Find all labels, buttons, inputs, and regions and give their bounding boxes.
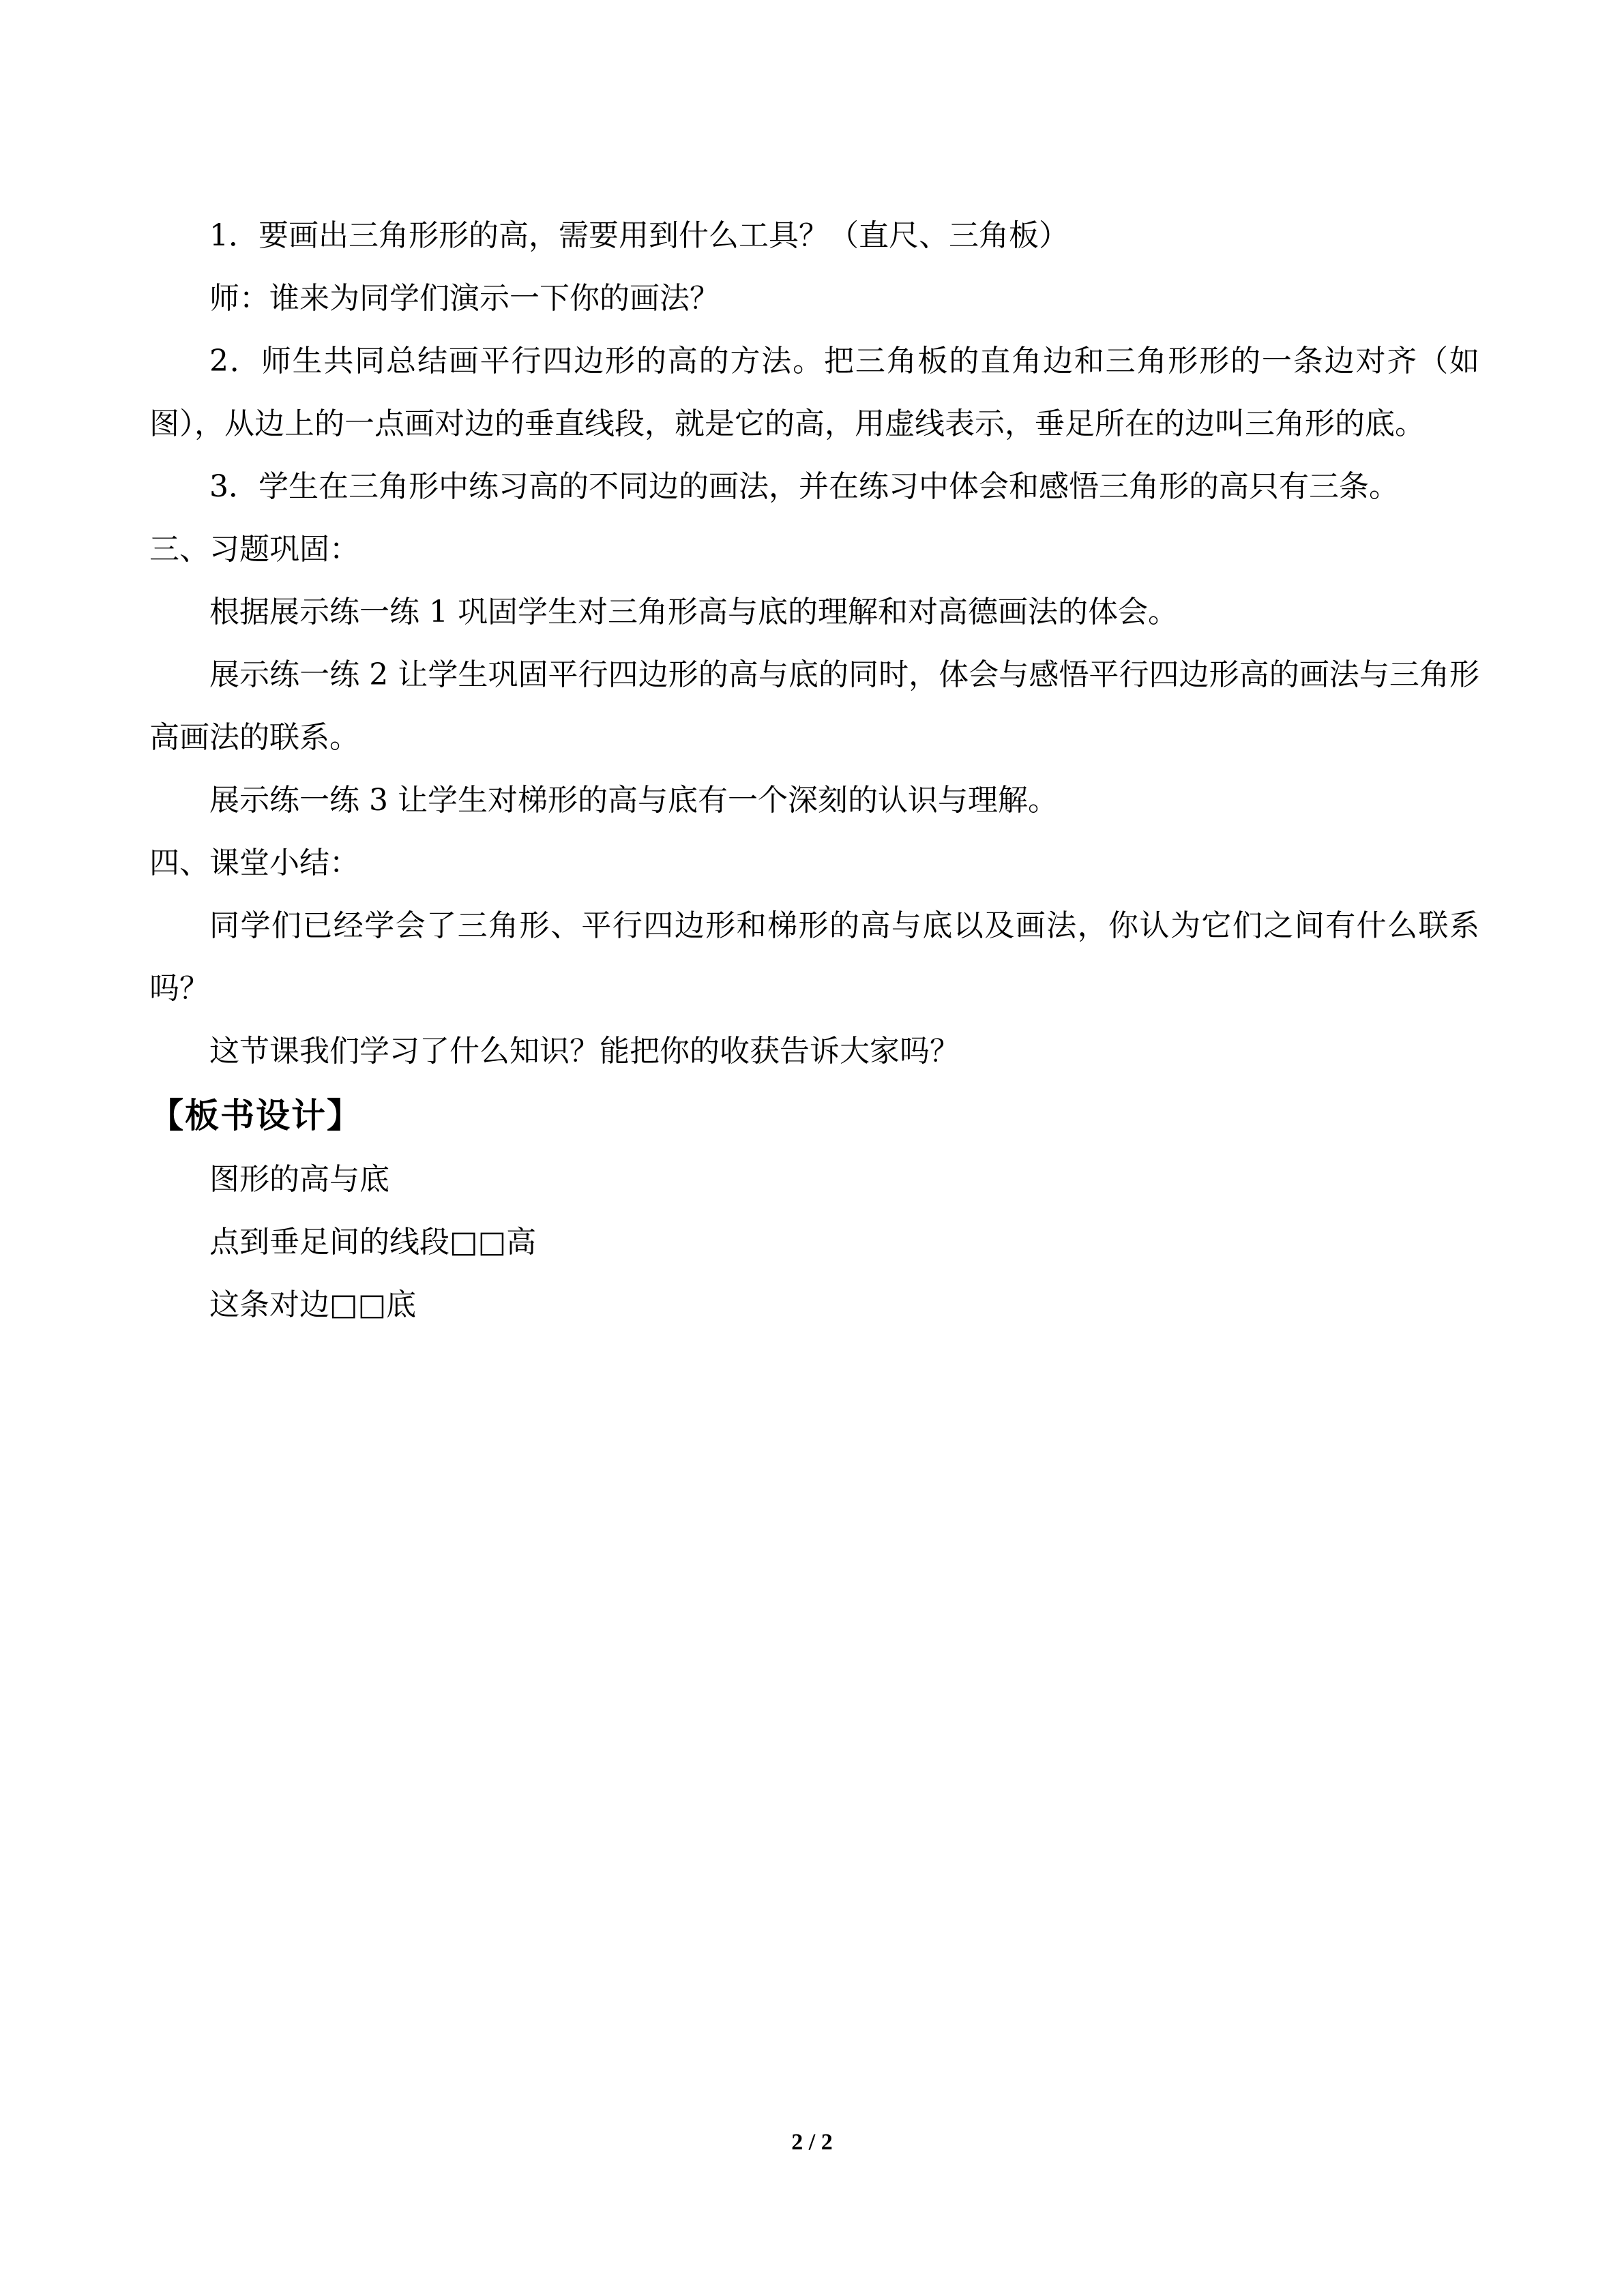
paragraph-height-method: 2．师生共同总结画平行四边形的高的方法。把三角板的直角边和三角形形的一条边对齐（如图），从边上的一点画对边的垂直线段，就是它的高，用虚线表示，垂足所在的边叫三角形的底。 — [149, 344, 1479, 441]
document-body — [149, 205, 1479, 1337]
section-title-summary: 四、课堂小结： — [149, 846, 359, 880]
board-design-block — [149, 1148, 1479, 1337]
page-number: 2 / 2 — [791, 2130, 833, 2155]
paragraph-exercise-2: 展示练一练 2 让学生巩固平行四边形的高与底的同时，体会与感悟平行四边形高的画法与三角形高画法的联系。 — [149, 657, 1479, 755]
board-line-title: 图形的高与底 — [209, 1162, 389, 1197]
board-design-heading: 【板书设计】 — [149, 1096, 362, 1135]
board-line-height: 点到垂足间的线段□□高 — [209, 1225, 537, 1259]
section-title-exercises: 三、习题巩固： — [149, 532, 359, 567]
paragraph-tools-question: 1．要画出三角形形的高，需要用到什么工具？（直尺、三角板） — [209, 218, 1069, 253]
paragraph-exercise-3: 展示练一练 3 让学生对梯形的高与底有一个深刻的认识与理解。 — [209, 783, 1058, 818]
paragraph-teacher-prompt: 师：谁来为同学们演示一下你的画法？ — [209, 281, 720, 316]
board-line-base: 这条对边□□底 — [209, 1287, 417, 1322]
paragraph-practice: 3．学生在三角形中练习高的不同边的画法，并在练习中体会和感悟三角形的高只有三条。 — [209, 469, 1399, 504]
paragraph-summary-question: 同学们已经学会了三角形、平行四边形和梯形的高与底以及画法，你认为它们之间有什么联系吗？ — [149, 908, 1479, 1006]
paragraph-summary-harvest: 这节课我们学习了什么知识？能把你的收获告诉大家吗？ — [209, 1034, 960, 1069]
paragraph-exercise-1: 根据展示练一练 1 巩固学生对三角形高与底的理解和对高德画法的体会。 — [209, 595, 1178, 629]
